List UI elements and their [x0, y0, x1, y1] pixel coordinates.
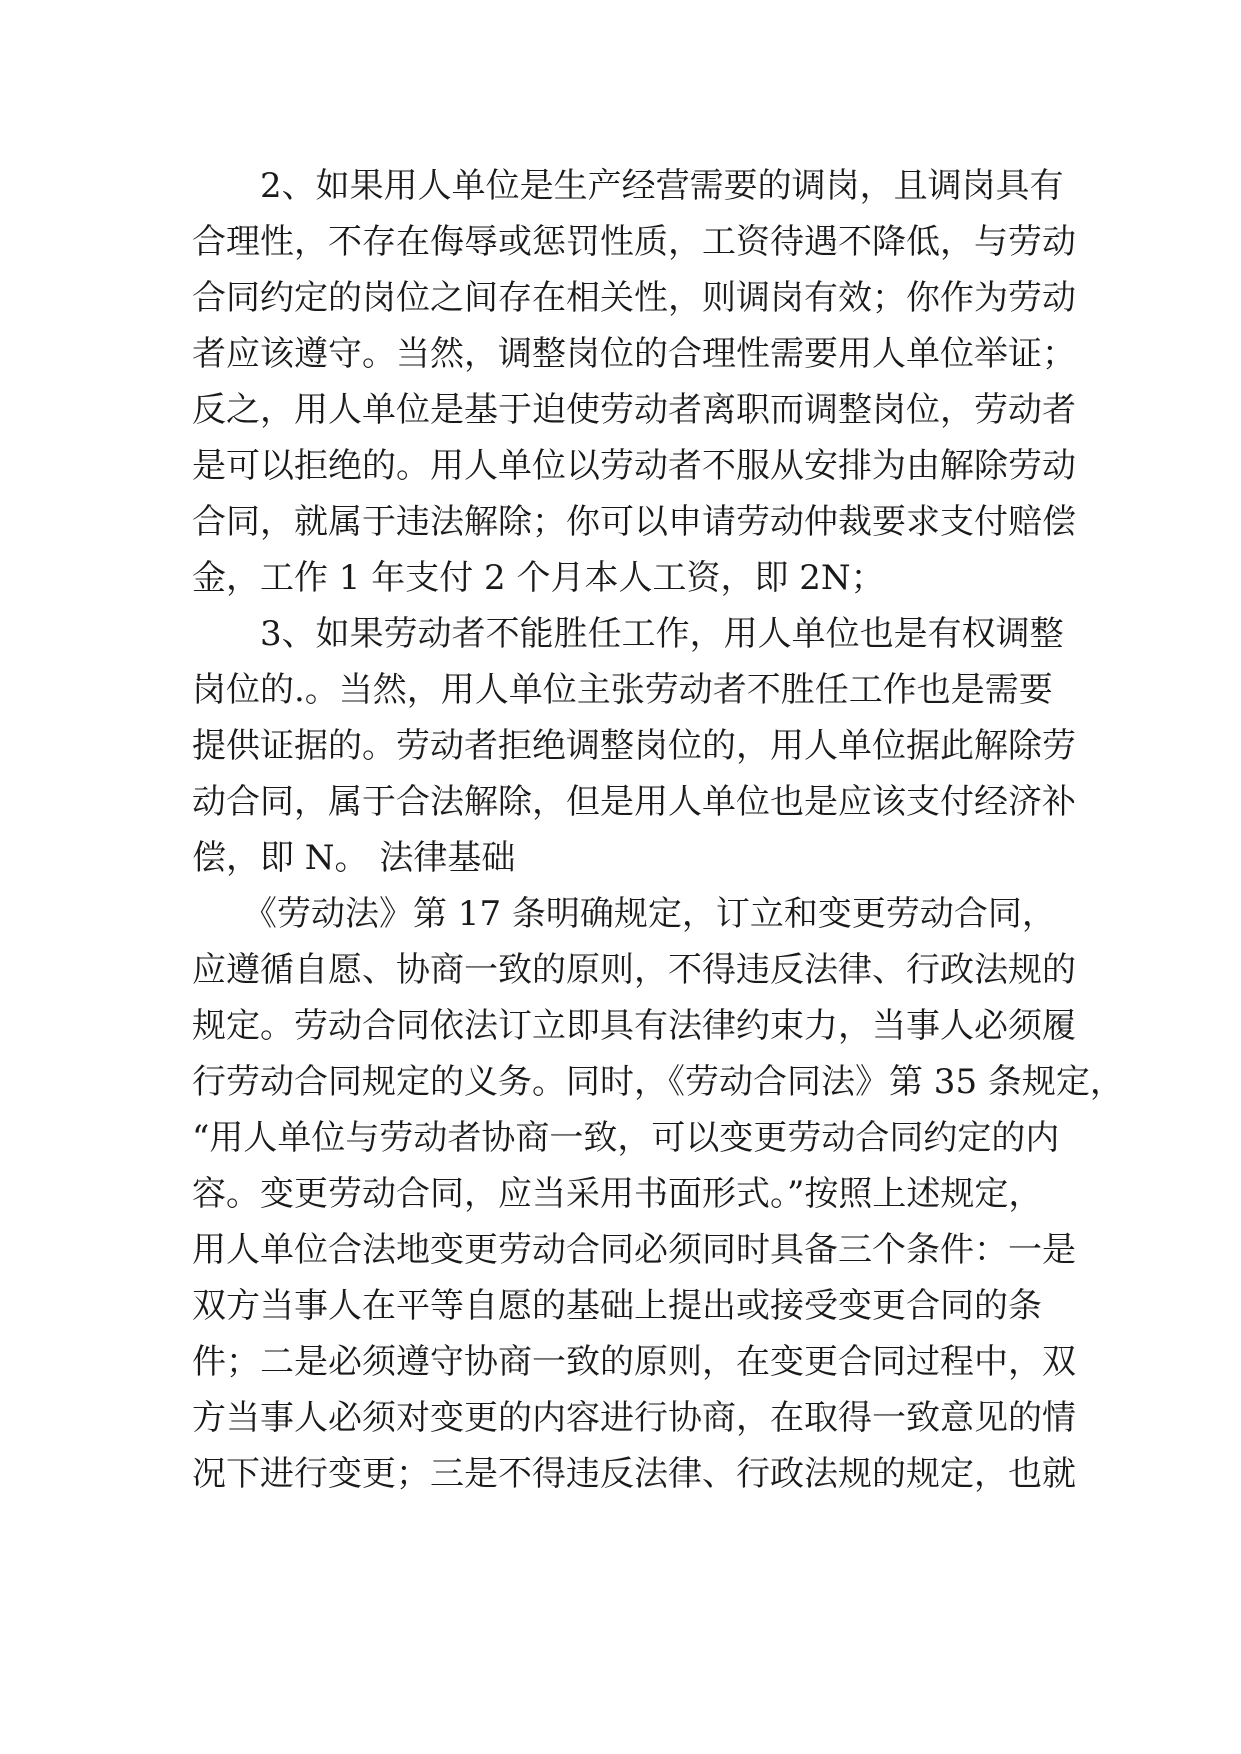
text-line: 偿，即 N。 法律基础 [192, 838, 516, 878]
text-line: 双方当事人在平等自愿的基础上提出或接受变更合同的条 [192, 1286, 1042, 1326]
text-line: “用人单位与劳动者协商一致，可以变更劳动合同约定的内 [192, 1118, 1060, 1158]
text-line: 行劳动合同规定的义务。同时，《劳动合同法》第 35 条规定， [192, 1062, 1124, 1102]
text-line: 用人单位合法地变更劳动合同必须同时具备三个条件：一是 [192, 1230, 1076, 1270]
text-line: 容。变更劳动合同，应当采用书面形式。”按照上述规定， [192, 1174, 1043, 1214]
text-line: 合理性，不存在侮辱或惩罚性质，工资待遇不降低，与劳动 [192, 222, 1076, 262]
text-line: 提供证据的。劳动者拒绝调整岗位的，用人单位据此解除劳 [192, 726, 1076, 766]
text-line: 2、如果用人单位是生产经营需要的调岗，且调岗具有 [192, 166, 1064, 206]
text-line: 方当事人必须对变更的内容进行协商，在取得一致意见的情 [192, 1398, 1076, 1438]
text-line: 动合同，属于合法解除，但是用人单位也是应该支付经济补 [192, 782, 1076, 822]
text-line: 合同约定的岗位之间存在相关性，则调岗有效；你作为劳动 [192, 278, 1076, 318]
text-line: 况下进行变更；三是不得违反法律、行政法规的规定，也就 [192, 1454, 1076, 1494]
text-line: 应遵循自愿、协商一致的原则，不得违反法律、行政法规的 [192, 950, 1076, 990]
text-line: 反之，用人单位是基于迫使劳动者离职而调整岗位，劳动者 [192, 390, 1076, 430]
text-line: 3、如果劳动者不能胜任工作，用人单位也是有权调整 [192, 614, 1064, 654]
text-line: 者应该遵守。当然，调整岗位的合理性需要用人单位举证； [192, 334, 1076, 374]
text-line: 件；二是必须遵守协商一致的原则，在变更合同过程中，双 [192, 1342, 1076, 1382]
text-line: 是可以拒绝的。用人单位以劳动者不服从安排为由解除劳动 [192, 446, 1076, 486]
body-text [192, 158, 1124, 1502]
text-line: 岗位的.。当然，用人单位主张劳动者不胜任工作也是需要 [192, 670, 1053, 710]
text-line: 金，工作 1 年支付 2 个月本人工资，即 2N； [192, 558, 885, 598]
text-line: 《劳动法》第 17 条明确规定，订立和变更劳动合同， [192, 894, 1056, 934]
text-line: 规定。劳动合同依法订立即具有法律约束力，当事人必须履 [192, 1006, 1076, 1046]
text-line: 合同，就属于违法解除；你可以申请劳动仲裁要求支付赔偿 [192, 502, 1076, 542]
